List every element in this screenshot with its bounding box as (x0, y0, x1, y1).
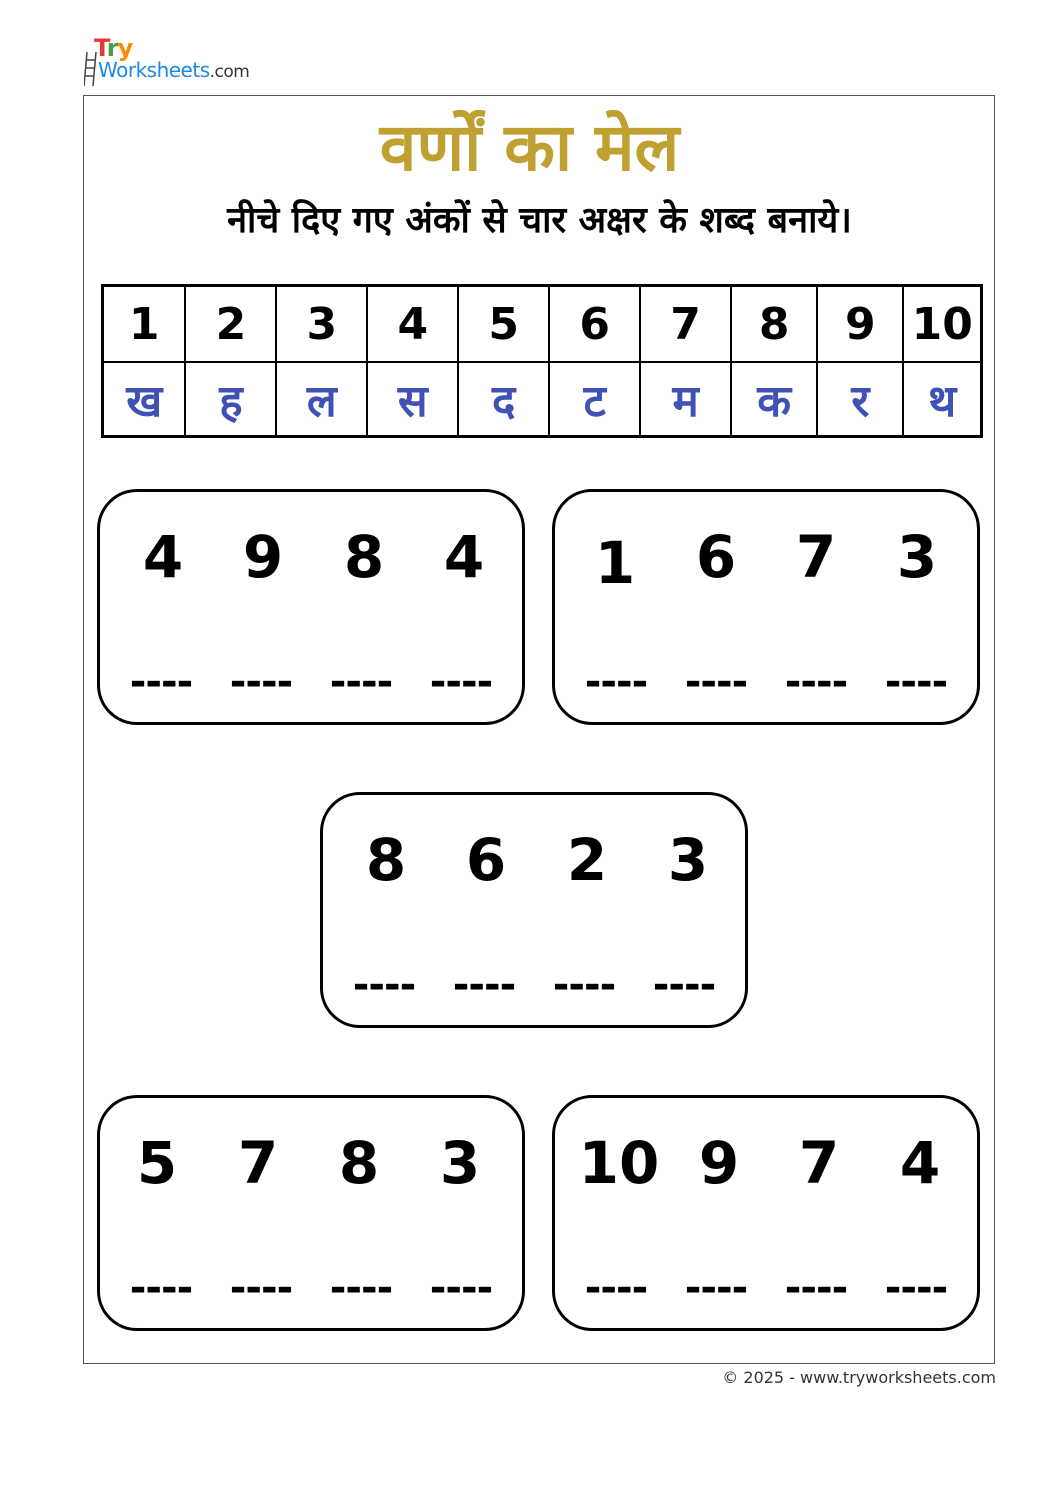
key-letter: र (817, 362, 903, 437)
key-letter: थ (903, 362, 981, 437)
answer-blank: ---- (584, 659, 648, 705)
key-letter: ल (276, 362, 367, 437)
answer-blanks (573, 659, 973, 705)
key-letters-row (103, 362, 982, 437)
puzzle-digits (100, 522, 522, 592)
answer-blank: ---- (229, 659, 293, 705)
puzzle-digit: 4 (899, 1129, 941, 1197)
puzzle-digit: 10 (578, 1129, 660, 1197)
logo-try: Try (94, 34, 133, 62)
logo-worksheets: Worksheets.com (98, 58, 250, 82)
answer-blank: ---- (329, 1265, 393, 1311)
key-letter: ह (185, 362, 276, 437)
puzzle-digit: 8 (338, 1129, 380, 1197)
puzzle-digit: 4 (443, 523, 485, 591)
puzzle-digit: 6 (465, 826, 507, 894)
puzzle-digit: 6 (695, 523, 737, 591)
key-number: 7 (640, 286, 731, 363)
answer-blanks (573, 1265, 973, 1311)
puzzle-digit: 3 (439, 1129, 481, 1197)
site-logo (84, 34, 264, 88)
key-number: 5 (458, 286, 549, 363)
puzzle-digit: 2 (566, 826, 608, 894)
answer-blank: ---- (784, 1265, 848, 1311)
key-number: 6 (549, 286, 640, 363)
puzzle-digit: 7 (798, 1129, 840, 1197)
answer-blank: ---- (429, 659, 493, 705)
puzzle-box (552, 1095, 980, 1331)
puzzle-digit: 3 (896, 523, 938, 591)
key-number: 4 (367, 286, 458, 363)
key-letter: स (367, 362, 458, 437)
puzzle-digit: 7 (795, 523, 837, 591)
puzzle-digits (555, 522, 977, 597)
answer-blank: ---- (584, 1265, 648, 1311)
answer-blank: ---- (129, 1265, 193, 1311)
key-number: 1 (103, 286, 186, 363)
answer-blank: ---- (552, 962, 616, 1008)
footer-copyright: © 2025 - www.tryworksheets.com (722, 1368, 996, 1387)
key-letter: ख (103, 362, 186, 437)
puzzle-box (320, 792, 748, 1028)
puzzle-digit: 4 (142, 523, 184, 591)
answer-blank: ---- (229, 1265, 293, 1311)
puzzle-digit: 8 (343, 523, 385, 591)
puzzle-digit: 9 (698, 1129, 740, 1197)
puzzle-digit: 3 (667, 826, 709, 894)
key-number: 8 (731, 286, 817, 363)
key-table (101, 284, 983, 438)
answer-blank: ---- (329, 659, 393, 705)
key-numbers-row (103, 286, 982, 363)
page-title: वर्णों का मेल (379, 109, 680, 186)
key-letter: ट (549, 362, 640, 437)
key-letter: द (458, 362, 549, 437)
puzzle-digits (323, 825, 745, 895)
answer-blank: ---- (684, 1265, 748, 1311)
answer-blank: ---- (884, 1265, 948, 1311)
key-number: 2 (185, 286, 276, 363)
puzzle-digit: 9 (242, 523, 284, 591)
puzzle-digit: 8 (365, 826, 407, 894)
answer-blank: ---- (429, 1265, 493, 1311)
answer-blank: ---- (452, 962, 516, 1008)
key-letter: म (640, 362, 731, 437)
key-number: 3 (276, 286, 367, 363)
key-number: 9 (817, 286, 903, 363)
answer-blank: ---- (129, 659, 193, 705)
puzzle-digit: 7 (237, 1129, 279, 1197)
puzzle-digits (555, 1128, 977, 1198)
key-number: 10 (903, 286, 981, 363)
instruction-text: नीचे दिए गए अंकों से चार अक्षर के शब्द बनाये। (227, 200, 852, 241)
puzzle-digits (100, 1128, 522, 1198)
answer-blanks (118, 659, 518, 705)
answer-blank: ---- (684, 659, 748, 705)
puzzle-digit: 5 (136, 1129, 178, 1197)
answer-blank: ---- (884, 659, 948, 705)
puzzle-box (97, 489, 525, 725)
key-letter: क (731, 362, 817, 437)
answer-blanks (341, 962, 741, 1008)
answer-blank: ---- (784, 659, 848, 705)
answer-blank: ---- (352, 962, 416, 1008)
puzzle-digit: 1 (594, 529, 636, 597)
answer-blank: ---- (652, 962, 716, 1008)
answer-blanks (118, 1265, 518, 1311)
puzzle-box (97, 1095, 525, 1331)
puzzle-box (552, 489, 980, 725)
